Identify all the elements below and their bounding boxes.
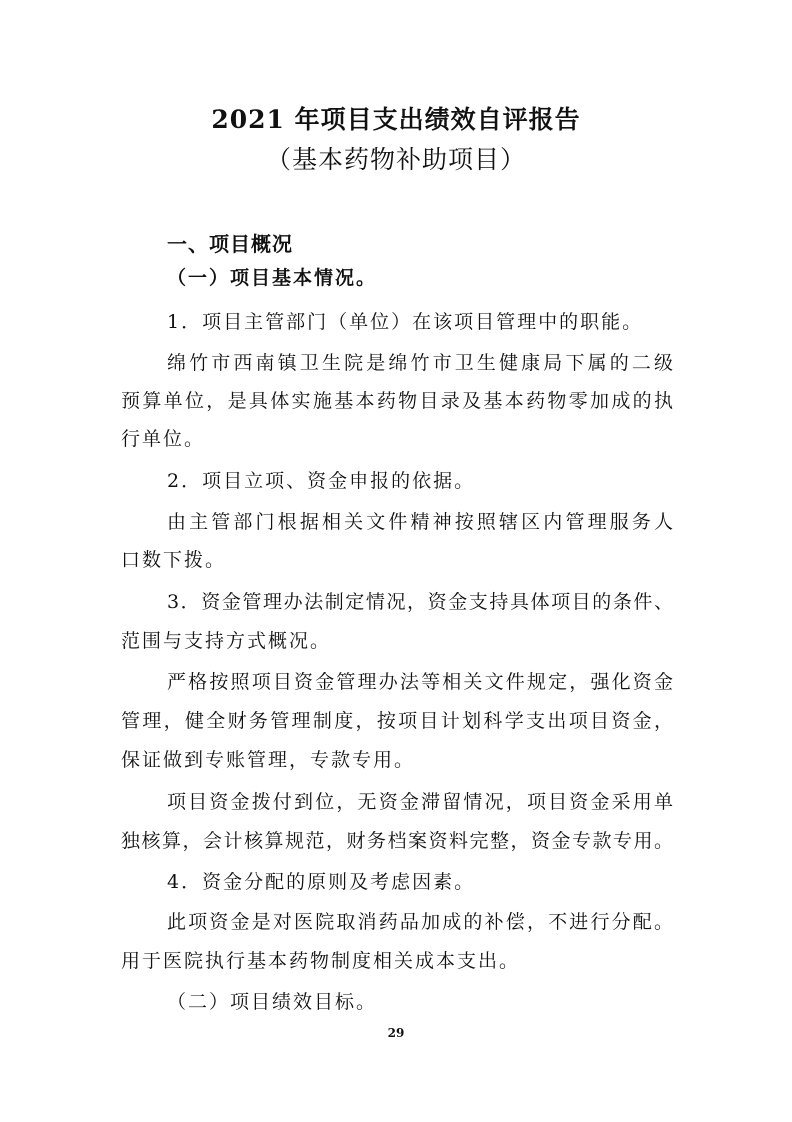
subsection-heading-performance-goals: （二）项目绩效目标。 — [167, 991, 378, 1013]
item-4-heading: 4．资金分配的原则及考虑因素。 — [167, 871, 476, 893]
item-3-body-p1-line-3: 保证做到专账管理，专款专用。 — [121, 749, 416, 771]
item-3-body-p2-line-2: 独核算，会计核算规范，财务档案资料完整，资金专款专用。 — [121, 830, 673, 852]
item-1-body-line-2: 预算单位，是具体实施基本药物目录及基本药物零加成的执 — [121, 390, 673, 412]
item-3-heading-line-1: 3．资金管理办法制定情况，资金支持具体项目的条件、 — [167, 591, 673, 613]
item-1-body-line-1: 绵竹市西南镇卫生院是绵竹市卫生健康局下属的二级 — [167, 352, 673, 374]
item-3-body-p2-line-1: 项目资金拨付到位，无资金滞留情况，项目资金采用单 — [167, 791, 673, 813]
item-1-body-line-3: 行单位。 — [121, 428, 206, 450]
item-4-body-line-1: 此项资金是对医院取消药品加成的补偿，不进行分配。 — [167, 911, 673, 933]
item-3-body-p1-line-2: 管理，健全财务管理制度，按项目计划科学支出项目资金， — [121, 710, 673, 732]
item-2-body-line-1: 由主管部门根据相关文件精神按照辖区内管理服务人 — [167, 511, 673, 533]
item-1-heading: 1．项目主管部门（单位）在该项目管理中的职能。 — [167, 311, 644, 333]
item-3-body-p1-line-1: 严格按照项目资金管理办法等相关文件规定，强化资金 — [167, 671, 673, 693]
report-title: 2021 年项目支出绩效自评报告 — [211, 105, 581, 134]
page-number: 29 — [387, 1026, 405, 1040]
report-subtitle: （基本药物补助项目） — [265, 145, 526, 174]
subsection-heading-basic-info: （一）项目基本情况。 — [167, 267, 378, 289]
item-4-body-line-2: 用于医院执行基本药物制度相关成本支出。 — [121, 950, 521, 972]
item-2-heading: 2．项目立项、资金申报的依据。 — [167, 470, 476, 492]
item-3-heading-line-2: 范围与支持方式概况。 — [121, 630, 332, 652]
item-2-body-line-2: 口数下拨。 — [121, 549, 227, 571]
section-heading-overview: 一、项目概况 — [167, 232, 293, 256]
